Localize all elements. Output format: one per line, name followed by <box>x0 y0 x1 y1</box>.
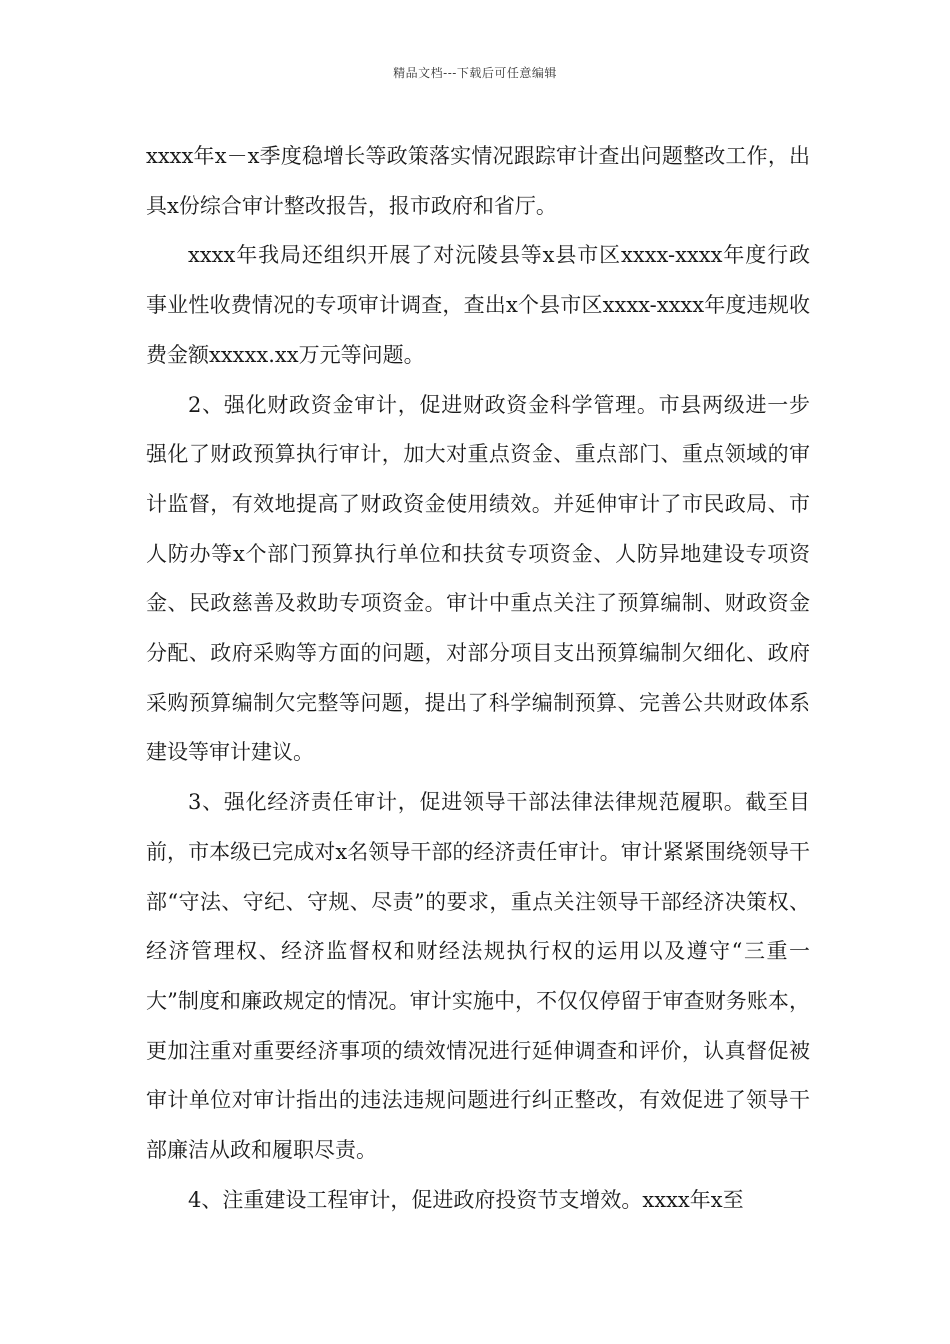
paragraph-fee-audit: xxxx年我局还组织开展了对沅陵县等x县市区xxxx-xxxx年度行政事业性收费情况的专项审计调查，查出x个县市区xxxx-xxxx年度违规收费金额xxxxx.xx万元等问题。 <box>146 243 810 367</box>
paragraph-continuation: xxxx年x－x季度稳增长等政策落实情况跟踪审计查出问题整改工作，出具x份综合审计整改报告，报市政府和省厅。 <box>146 144 810 218</box>
document-body <box>146 132 810 1225</box>
page-header: 精品文档---下载后可任意编辑 <box>393 66 557 80</box>
paragraph-construction-audit: 4、注重建设工程审计，促进政府投资节支增效。xxxx年x至 <box>188 1187 744 1212</box>
paragraph-economic-responsibility-audit: 3、强化经济责任审计，促进领导干部法律法律规范履职。截至目前，市本级已完成对x名领导干部的经济责任审计。审计紧紧围绕领导干部“守法、守纪、守规、尽责”的要求，重点关注领导干部经济决策权、经济管理权、经济监督权和财经法规执行权的运用以及遵守“三重一大”制度和廉政规定的情况。审计实施中，不仅仅停留于审查财务账本，更加注重对重要经济事项的绩效情况进行延伸调查和评价，认真督促被审计单位对审计指出的违法违规问题进行纠正整改，有效促进了领导干部廉洁从政和履职尽责。 <box>146 790 810 1163</box>
paragraph-fiscal-audit: 2、强化财政资金审计，促进财政资金科学管理。市县两级进一步强化了财政预算执行审计，加大对重点资金、重点部门、重点领域的审计监督，有效地提高了财政资金使用绩效。并延伸审计了市民政局、市人防办等x个部门预算执行单位和扶贫专项资金、人防异地建设专项资金、民政慈善及救助专项资金。审计中重点关注了预算编制、财政资金分配、政府采购等方面的问题，对部分项目支出预算编制欠细化、政府采购预算编制欠完整等问题，提出了科学编制预算、完善公共财政体系建设等审计建议。 <box>146 392 810 765</box>
